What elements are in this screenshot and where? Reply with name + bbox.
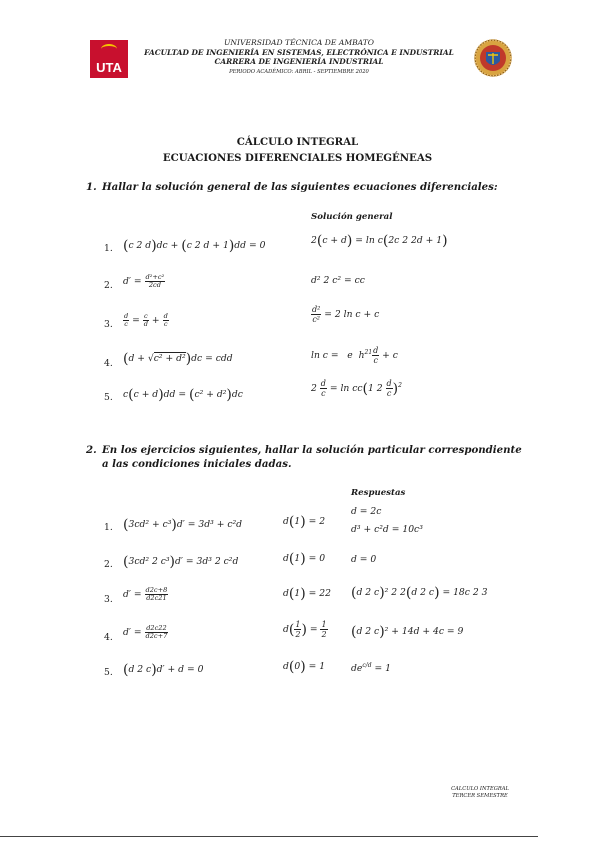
initial-condition: d(1) = 0 (283, 551, 326, 567)
academic-period: PERIODO ACADÉMICO: ABRIL - SEPTIEMBRE 2020 (229, 68, 369, 75)
career-name: CARRERA DE INGENIERÍA INDUSTRIAL (214, 57, 384, 67)
solution: 2(c + d) = ln c(2c 2 2d + 1) (311, 233, 448, 249)
answer: d³ + c²d = 10c³ (351, 524, 423, 535)
solution: d² 2 c² = cc (311, 275, 365, 286)
item-label: 4. (104, 358, 113, 369)
page-footer (451, 786, 509, 800)
solution: 2 $\frac{d}{c}$ = ln cc(1 2 $\frac{d}{c}$ )$^2$ (311, 379, 402, 398)
section-2-heading (86, 443, 526, 471)
general-solution-header: Solución general (311, 212, 393, 222)
item-label: 4. (104, 632, 113, 643)
item-label: 5. (104, 392, 113, 403)
equation: d′ = $\frac{d2c22}{d2c+7}$ (123, 624, 168, 641)
course-title: CÁLCULO INTEGRAL (236, 136, 359, 148)
item-label: 2. (104, 280, 113, 291)
section-text: Hallar la solución general de las siguientes ecuaciones diferenciales: (102, 181, 498, 193)
equation: $\frac{d}{c}$ = $\frac{c}{d}$ + $\frac{d}{c}$ (124, 312, 168, 329)
equation: c(c + d)dd = (c² + d²)dc (123, 387, 243, 403)
item-label: 3. (104, 594, 113, 605)
answer: $de^{c/d} = 1$ (351, 662, 391, 675)
initial-condition: d(1) = 22 (283, 586, 331, 602)
answer: d = 2c (351, 506, 382, 517)
section-number: 2. (86, 444, 97, 456)
item-label: 5. (104, 667, 113, 678)
faculty-seal-icon (473, 38, 513, 78)
item-label: 3. (104, 319, 113, 330)
faculty-name: FACULTAD DE INGENIERÍA EN SISTEMAS, ELECTRÓNICA E INDUSTRIAL (144, 47, 454, 57)
equation: (d + √c² + d²)dc = cdd (123, 351, 233, 367)
footer-semester: TERCER SEMESTRE (452, 793, 508, 799)
initial-condition: d( $\frac{1}{2}$ ) = $\frac{1}{2}$ (283, 620, 327, 639)
document-header (90, 38, 510, 88)
answer: (d 2 c)² + 14d + 4c = 9 (351, 624, 464, 640)
answer: d = 0 (351, 554, 377, 565)
solution: $\frac{\text{d²}}{\text{c²}}$ = 2 ln c + c (312, 305, 380, 324)
equation: (c 2 d)dc + (c 2 d + 1)dd = 0 (123, 238, 266, 254)
answer: (d 2 c)² 2 2(d 2 c) = 18c 2 3 (351, 585, 488, 601)
section-text: En los ejercicios siguientes, hallar la solución particular correspondiente a las condiciones iniciales dadas. (102, 444, 522, 470)
crest-icon (101, 44, 117, 54)
university-logo: UTA (90, 40, 128, 78)
initial-condition: d(1) = 2 (283, 514, 326, 530)
section-1-heading (86, 180, 526, 194)
item-label: 2. (104, 559, 113, 570)
initial-condition: d(0) = 1 (283, 659, 326, 675)
footer-rule (0, 836, 538, 837)
item-label: 1. (104, 243, 113, 254)
item-label: 1. (104, 522, 113, 533)
equation: d′ = $\frac{d2c+8}{d2c21}$ (123, 586, 168, 603)
solution: ln c = e $h^{21}$ $\frac{d}{c}$ + c (311, 346, 398, 365)
university-name: UNIVERSIDAD TÉCNICA DE AMBATO (223, 38, 375, 47)
equation: (3cd² 2 c³)d′ = 3d³ 2 c²d (123, 554, 239, 570)
section-number: 1. (86, 181, 97, 193)
header-text (134, 38, 464, 77)
footer-course: CALCULO INTEGRAL (451, 786, 509, 792)
equation: (3cd² + c³)d′ = 3d³ + c²d (123, 517, 243, 533)
equation: d′ = $\frac{\text{d²+c²}}{2cd}$ (123, 273, 165, 290)
topic-title: ECUACIONES DIFERENCIALES HOMEGÉNEAS (162, 152, 433, 164)
answers-header: Respuestas (351, 488, 406, 498)
equation: (d 2 c)d′ + d = 0 (123, 662, 204, 678)
